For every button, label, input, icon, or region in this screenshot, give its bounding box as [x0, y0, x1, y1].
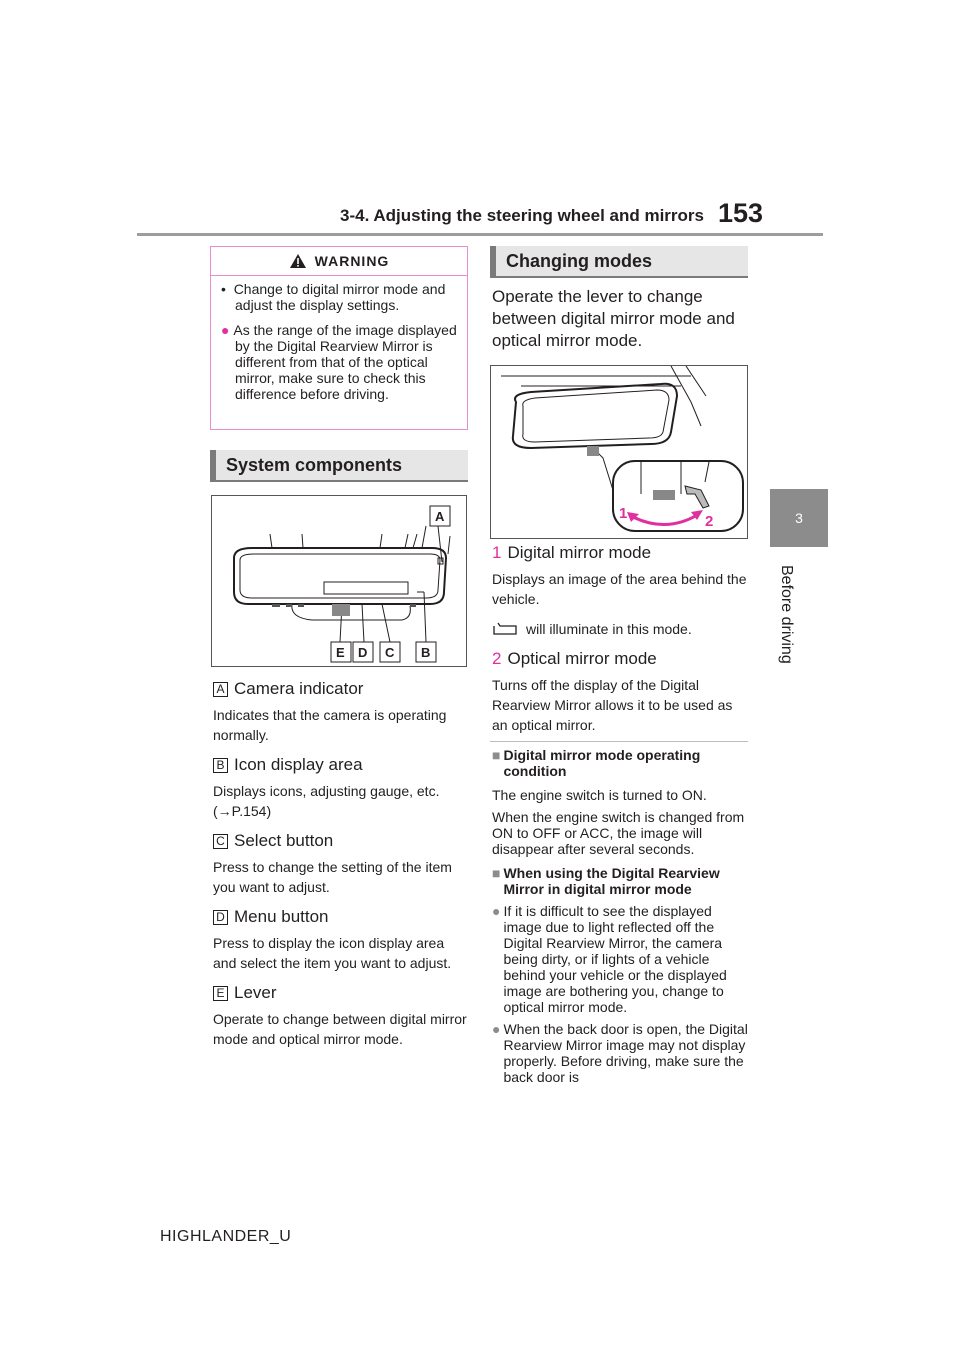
list-item: D Menu button Press to display the icon display area and select the item you want to adjust. — [213, 907, 452, 971]
notes: ■ Digital mirror mode operating condition The engine switch is turned to ON. When the engine switch is changed from ON to OFF or ACC, the image will disappear after several seconds. ■ When using the Digital Rearview Mirror in digital mirror mode ● If it is difficult to see the displayed image due to light reflected off the Digital Rearview Mirror, the camera being dirty, or if lights of a vehicle behind your vehicle or the displayed image are bothering you, change to optical mirror mode. ● When the back door is open, the Digital Rearview Mirror image may not display properly. Before driving, make sure the back door is — [492, 747, 750, 1085]
page-number: 153 — [718, 198, 764, 228]
list-item: B Icon display area Displays icons, adjusting gauge, etc. (→P.154) — [213, 755, 440, 819]
figure-label-b: B — [421, 645, 431, 660]
warning-item: ● As the range of the image displayed by the Digital Rearview Mirror is different from that of the optical mirror, make sure to check this difference before driving. — [221, 322, 457, 402]
figure-label-e: E — [336, 645, 345, 660]
warning-item: • Change to digital mirror mode and adjust the display settings. — [221, 281, 446, 313]
changing-modes-heading: Changing modes — [490, 246, 748, 278]
mirror-illustration — [212, 496, 466, 666]
mode-list — [492, 543, 750, 735]
usage-item: ● If it is difficult to see the displayed image due to light reflected off the Digital Rearview Mirror, the camera being dirty, or if lights of a vehicle behind your vehicle or the displayed image are bothering you, change to optical mirror mode. — [492, 903, 727, 1015]
figure-label-a: A — [435, 509, 445, 524]
warning-triangle-icon — [289, 253, 307, 269]
condition-text-1: The engine switch is turned to ON. — [492, 787, 707, 803]
usage-heading: When using the Digital Rearview Mirror in digital mirror mode — [503, 865, 720, 897]
warning-box — [210, 246, 468, 430]
warning-heading: WARNING — [211, 247, 467, 276]
figure-label-1: 1 — [619, 505, 628, 522]
letter-box-c: C — [213, 834, 228, 849]
figure-label-c: C — [385, 645, 395, 660]
mode-item: 2 Optical mirror mode Turns off the display of the Digital Rearview Mirror allows it to be used as an optical mirror. — [492, 649, 733, 733]
letter-box-b: B — [213, 758, 228, 773]
list-item: A Camera indicator Indicates that the camera is operating normally. — [213, 679, 447, 743]
letter-box-d: D — [213, 910, 228, 925]
condition-text-2: When the engine switch is changed from ON to OFF or ACC, the image will disappear after several seconds. — [492, 809, 745, 857]
chapter-label: Before driving — [778, 565, 795, 664]
section-title: 3-4. Adjusting the steering wheel and mirrors — [340, 206, 704, 225]
system-components-heading: System components — [210, 450, 468, 482]
component-list — [213, 679, 468, 1049]
footer-model: HIGHLANDER_U — [160, 1228, 292, 1245]
letter-box-e: E — [213, 986, 228, 1001]
mode-item: 1 Digital mirror mode Displays an image of the area behind the vehicle. will illuminate in this mode. — [492, 543, 747, 637]
header-rule — [137, 233, 823, 236]
camera-indicator-icon — [492, 622, 518, 636]
usage-item: ● When the back door is open, the Digital Rearview Mirror image may not display properly. Before driving, make sure the back door is — [492, 1021, 748, 1085]
mirror-components-figure — [211, 495, 467, 667]
lever-illustration — [491, 366, 747, 538]
condition-heading: Digital mirror mode operating condition — [503, 747, 701, 779]
changing-modes-intro: Operate the lever to change between digital mirror mode and optical mirror mode. — [492, 287, 735, 350]
notes-rule — [490, 741, 748, 742]
lever-figure — [490, 365, 748, 539]
list-item: C Select button Press to change the setting of the item you want to adjust. — [213, 831, 452, 895]
figure-label-2: 2 — [705, 513, 714, 530]
letter-box-a: A — [213, 682, 228, 697]
figure-label-d: D — [358, 645, 368, 660]
list-item: E Lever Operate to change between digital mirror mode and optical mirror mode. — [213, 983, 467, 1047]
chapter-tab: 3 — [770, 489, 828, 547]
